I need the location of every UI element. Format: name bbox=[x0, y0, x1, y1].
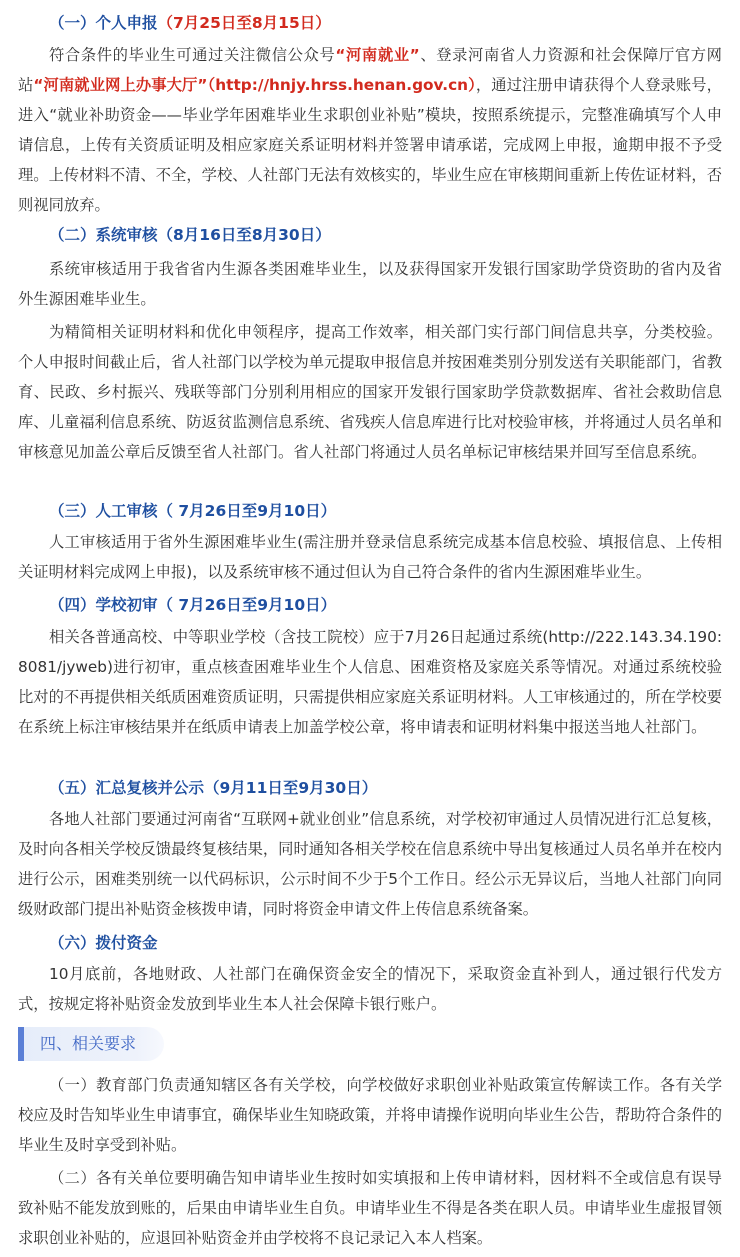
paragraph-fund-allocation: 10月底前，各地财政、人社部门在确保资金安全的情况下，采取资金直补到人，通过银行代发方式，按规定将补贴资金发放到毕业生本人社会保障卡银行账户。 bbox=[18, 965, 722, 1013]
paragraph-text: 符合条件的毕业生可通过关注微信公众号 bbox=[49, 46, 336, 64]
section-heading-personal-application bbox=[49, 10, 722, 36]
section-heading-school-review: （四）学校初审（ 7月26日至9月10日） bbox=[49, 596, 337, 614]
paragraph-system-review-process: 为精简相关证明材料和优化申领程序，提高工作效率，相关部门实行部门间信息共享，分类校验。个人申报时间截止后，省人社部门以学校为单元提取申报信息并按困难类别分别发送有关职能部门，省教育、民政、乡村振兴、残联等部门分别利用相应的国家开发银行国家助学贷款数据库、省社会救助信息库、儿童福利信息系统、防返贫监测信息系统、省残疾人信息库进行比对校验审核，并将通过人员名单和审核意见加盖公章后反馈至省人社部门。省人社部门将通过人员名单标记审核结果并回写至信息系统。 bbox=[18, 323, 722, 461]
heading-text: （一）个人申报 bbox=[49, 14, 158, 32]
paragraph-school-review: 相关各普通高校、中等职业学校（含技工院校）应于7月26日起通过系统(http://222.143.34.190:8081/jyweb)进行初审，重点核查困难毕业生个人信息、困难资格及家庭关系等情况。对通过系统校验比对的不再提供相关纸质困难资质证明，只需提供相应家庭关系证明材料。人工审核通过的，所在学校要在系统上标注审核结果并在纸质申请表上加盖学校公章，将申请表和证明材料集中报送当地人社部门。 bbox=[18, 628, 722, 736]
section-heading-summary-review: （五）汇总复核并公示（9月11日至9月30日） bbox=[49, 779, 378, 797]
section-tag-label: 四、相关要求 bbox=[18, 1027, 164, 1061]
highlight-website-link[interactable]: “河南就业网上办事大厅”（http://hnjy.hrss.henan.gov.cn） bbox=[33, 76, 476, 94]
paragraph-text: 、登录河南省人力资源和社会保障厅官方网站 bbox=[18, 46, 722, 94]
paragraph-personal-application bbox=[18, 40, 722, 220]
highlight-wechat-account: “河南就业” bbox=[335, 46, 420, 64]
paragraph-requirement-1: （一）教育部门负责通知辖区各有关学校，向学校做好求职创业补贴政策宣传解读工作。各有关学校应及时告知毕业生申请事宜，确保毕业生知晓政策，并将申请操作说明向毕业生公告，帮助符合条件的毕业生及时享受到补贴。 bbox=[18, 1076, 722, 1154]
section-heading-system-review: （二）系统审核（8月16日至8月30日） bbox=[49, 226, 331, 244]
paragraph-manual-review: 人工审核适用于省外生源困难毕业生(需注册并登录信息系统完成基本信息校验、填报信息、上传相关证明材料完成网上申报)，以及系统审核不通过但认为自己符合条件的省内生源困难毕业生。 bbox=[18, 533, 722, 581]
section-tag-requirements bbox=[18, 1027, 164, 1061]
section-heading-manual-review: （三）人工审核（ 7月26日至9月10日） bbox=[49, 502, 337, 520]
paragraph-system-review-scope: 系统审核适用于我省省内生源各类困难毕业生，以及获得国家开发银行国家助学贷资助的省内及省外生源困难毕业生。 bbox=[18, 260, 722, 308]
paragraph-summary-review: 各地人社部门要通过河南省“互联网+就业创业”信息系统，对学校初审通过人员情况进行汇总复核，及时向各相关学校反馈最终复核结果，同时通知各相关学校在信息系统中导出复核通过人员名单并在校内进行公示，困难类别统一以代码标识，公示时间不少于5个工作日。经公示无异议后，当地人社部门向同级财政部门提出补贴资金核拨申请，同时将资金申请文件上传信息系统备案。 bbox=[18, 810, 722, 918]
paragraph-requirement-2: （二）各有关单位要明确告知申请毕业生按时如实填报和上传申请材料，因材料不全或信息有误导致补贴不能发放到账的，后果由申请毕业生自负。申请毕业生不得是各类在职人员。申请毕业生虚报冒领求职创业补贴的，应退回补贴资金并由学校将不良记录记入本人档案。 bbox=[18, 1169, 722, 1247]
heading-date: （7月25日至8月15日） bbox=[157, 14, 331, 32]
section-heading-fund-allocation: （六）拨付资金 bbox=[49, 934, 158, 952]
paragraph-text: ，通过注册申请获得个人登录账号，进入“就业补助资金——毕业学年困难毕业生求职创业补贴”模块，按照系统提示，完整准确填写个人申请信息，上传有关资质证明及相应家庭关系证明材料并签署申请承诺，完成网上申报，逾期申报不予受理。上传材料不清、不全，学校、人社部门无法有效核实的，毕业生应在审核期间重新上传佐证材料，否则视同放弃。 bbox=[18, 76, 722, 214]
